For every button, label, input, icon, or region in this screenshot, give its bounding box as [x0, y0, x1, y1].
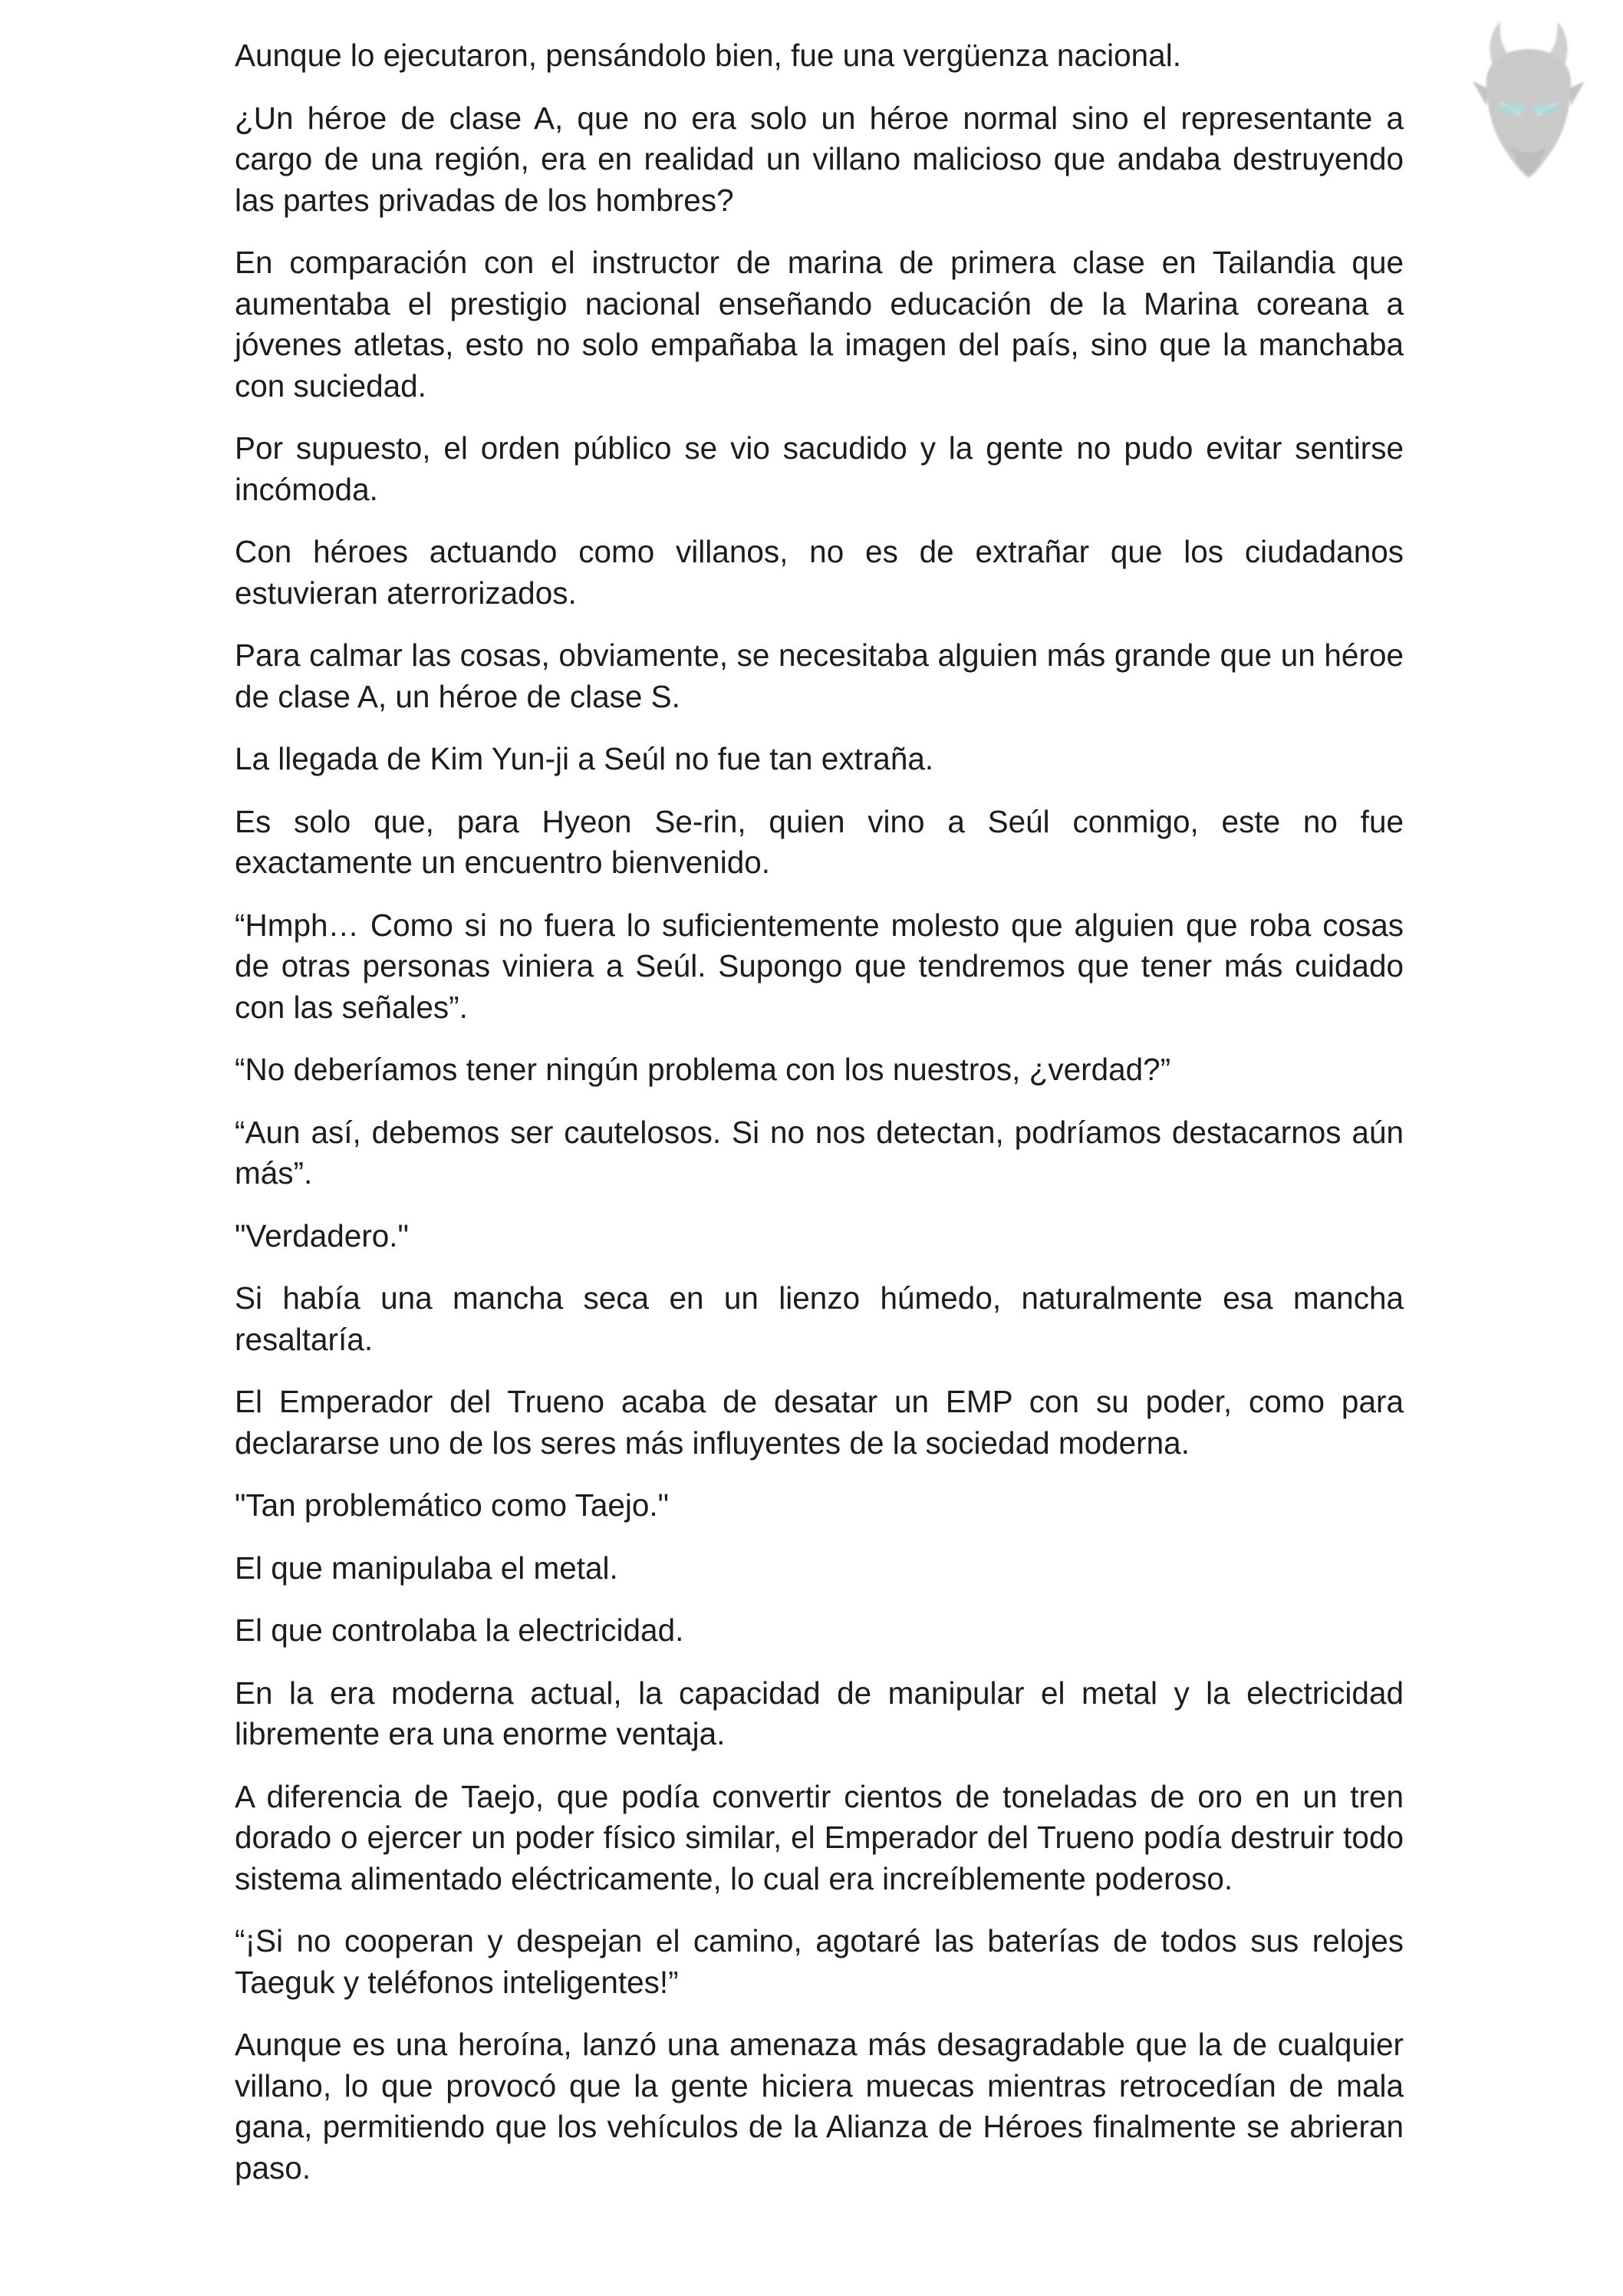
- paragraph: Para calmar las cosas, obviamente, se necesitaba alguien más grande que un héroe de clase A, un héroe de clase S.: [235, 637, 1404, 714]
- paragraph: Si había una mancha seca en un lienzo húmedo, naturalmente esa mancha resaltaría.: [235, 1280, 1404, 1357]
- paragraph: El que manipulaba el metal.: [235, 1550, 618, 1586]
- paragraph: A diferencia de Taejo, que podía convertir cientos de toneladas de oro en un tren dorado o ejercer un poder físico similar, el Emperador del Trueno podía destruir todo sistema alimentado eléctricamente, lo cual era increíblemente poderoso.: [235, 1778, 1404, 1896]
- demon-head-logo-icon: [1463, 15, 1594, 192]
- paragraph: “Hmph… Como si no fuera lo suficientemente molesto que alguien que roba cosas de otras personas viniera a Seúl. Supongo que tendremos que tener más cuidado con las señales”.: [235, 907, 1404, 1025]
- document-body: [235, 35, 1404, 2210]
- paragraph: “No deberíamos tener ningún problema con los nuestros, ¿verdad?”: [235, 1052, 1171, 1087]
- paragraph: Es solo que, para Hyeon Se-rin, quien vino a Seúl conmigo, este no fue exactamente un encuentro bienvenido.: [235, 803, 1404, 880]
- paragraph: ¿Un héroe de clase A, que no era solo un héroe normal sino el representante a cargo de una región, era en realidad un villano malicioso que andaba destruyendo las partes privadas de los hombres?: [235, 100, 1404, 218]
- paragraph: El que controlaba la electricidad.: [235, 1612, 684, 1648]
- paragraph: “Aun así, debemos ser cautelosos. Si no nos detectan, podríamos destacarnos aún más”.: [235, 1114, 1404, 1191]
- paragraph: Con héroes actuando como villanos, no es de extrañar que los ciudadanos estuvieran aterrorizados.: [235, 534, 1404, 611]
- paragraph: En comparación con el instructor de marina de primera clase en Tailandia que aumentaba el prestigio nacional enseñando educación de la Marina coreana a jóvenes atletas, esto no solo empañaba la imagen del país, sino que la manchaba con suciedad.: [235, 245, 1404, 404]
- paragraph: En la era moderna actual, la capacidad de manipular el metal y la electricidad libremente era una enorme ventaja.: [235, 1675, 1404, 1751]
- paragraph: Aunque es una heroína, lanzó una amenaza más desagradable que la de cualquier villano, lo que provocó que la gente hiciera muecas mientras retrocedían de mala gana, permitiendo que los vehículos de la Alianza de Héroes finalmente se abrieran paso.: [235, 2027, 1404, 2186]
- paragraph: Aunque lo ejecutaron, pensándolo bien, fue una vergüenza nacional.: [235, 38, 1181, 73]
- paragraph: “¡Si no cooperan y despejan el camino, agotaré las baterías de todos sus relojes Taeguk y teléfonos inteligentes!”: [235, 1923, 1404, 2000]
- paragraph: "Tan problemático como Taejo.": [235, 1487, 670, 1523]
- paragraph: "Verdadero.": [235, 1217, 409, 1253]
- paragraph: El Emperador del Trueno acaba de desatar un EMP con su poder, como para declararse uno de los seres más influyentes de la sociedad moderna.: [235, 1384, 1404, 1461]
- paragraph: Por supuesto, el orden público se vio sacudido y la gente no pudo evitar sentirse incómoda.: [235, 430, 1404, 507]
- paragraph: La llegada de Kim Yun-ji a Seúl no fue tan extraña.: [235, 741, 934, 776]
